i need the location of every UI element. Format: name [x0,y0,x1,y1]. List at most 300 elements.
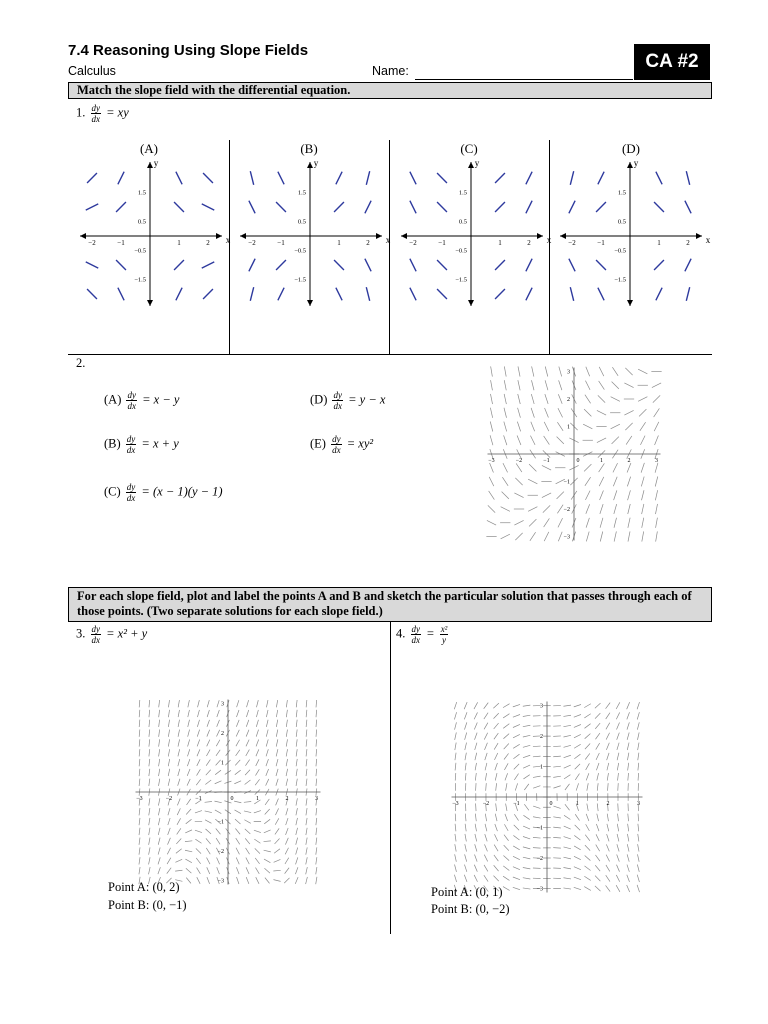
x-tick-label: −2 [165,796,173,802]
x-tick-label: −2 [568,239,576,247]
slope-segment [574,877,581,880]
slope-segment [523,857,530,859]
x-tick-label: 1 [498,239,502,247]
slope-segment [584,464,591,471]
slope-segment [188,720,190,727]
slope-segment [617,753,619,760]
slope-segment [523,715,531,716]
slope-segment [490,394,492,404]
question-4: 4. $\frac{dy}{dx}$ = $\frac{\text{x²}}{y}$ [396,624,448,645]
slope-segment [611,424,620,429]
slope-segment [628,773,629,781]
slope-segment [586,763,590,770]
slope-segment [159,749,160,756]
slope-segment [285,838,288,845]
slope-segment [638,773,639,781]
slope-segment [187,799,191,805]
slope-segment [254,811,261,813]
slope-segment [246,858,249,865]
slope-segment [627,854,629,861]
slope-segment [273,880,280,882]
slope-segment [617,824,618,831]
slope-segment [139,759,140,766]
slope-segment [276,739,278,746]
slope-segment [296,720,297,727]
slope-segment [485,834,487,841]
slope-segment [235,810,241,814]
slope-segment [306,867,308,874]
y-tick-label: −1.5 [294,276,306,284]
slope-segment [273,870,280,871]
slope-segment [599,463,605,472]
slope-segment [569,259,575,272]
slope-segment [187,769,190,776]
slope-segment [637,885,639,892]
slope-segment [306,818,307,825]
slope-segment [365,259,371,272]
slope-segment [564,765,571,768]
option-d[interactable]: (D) $\frac{dy}{dx}$ = y − x [310,390,386,411]
worksheet-title: 7.4 Reasoning Using Slope Fields [68,42,309,59]
slope-segment [465,814,466,822]
slope-segment [504,824,508,831]
slope-segment [286,710,287,717]
slope-segment [276,799,279,806]
slope-segment [542,465,551,470]
slope-segment [617,733,620,740]
slope-segment [206,770,211,775]
slope-segment [503,714,509,718]
slope-segment [526,201,532,214]
slope-segment [542,493,551,498]
slope-segment [513,846,520,850]
y-tick-label: 1.5 [137,189,146,197]
slope-segment [197,769,201,775]
slope-segment [306,828,307,835]
slope-segment [158,798,159,805]
slope-segment [523,745,530,747]
slope-segment [637,712,639,719]
slope-segment [316,700,317,707]
slope-segment [523,888,531,889]
slope-segment [484,875,488,881]
slope-segment [583,424,592,429]
slope-segment [654,260,664,270]
slope-segment [207,858,210,865]
slope-segment [306,857,308,864]
field-b-label: (B) [300,141,318,156]
slope-segment [564,775,570,779]
slope-segment [185,841,192,842]
slope-segment [168,710,169,717]
slope-segment [627,885,630,892]
x-axis-letter: x [385,235,391,245]
slope-segment [597,814,599,821]
slope-segment [410,172,416,185]
slope-segment [686,287,689,301]
slope-segment [256,700,258,707]
slope-segment [244,802,251,803]
slope-segment [286,779,288,786]
slope-segment [553,756,561,757]
slope-segment [638,397,647,402]
slope-segment [597,803,598,811]
slope-segment [286,828,289,835]
slope-segment [159,729,160,736]
slope-segment [563,878,571,879]
slope-segment [616,875,619,882]
slope-segment [494,834,497,841]
slope-segment [296,759,297,766]
slope-segment [306,729,307,736]
slope-segment [236,848,239,855]
slope-segment [316,867,317,874]
slope-segment [574,856,581,859]
x-arrow-icon [216,233,222,239]
slope-segment [586,773,589,780]
slope-segment [529,464,536,471]
slope-segment [205,820,211,824]
slope-segment [284,878,289,883]
slope-segment [531,422,535,432]
slope-segment [217,700,219,707]
slope-segment [526,288,532,301]
slope-segment [86,204,99,210]
slope-field-d [560,158,711,306]
slope-segment [514,774,518,780]
slope-segment [316,857,317,864]
slope-segment [306,739,307,746]
slope-segment [574,835,580,840]
slope-segment [455,722,457,729]
x-tick-label: −1 [438,239,446,247]
slope-segment [245,760,249,766]
slope-segment [606,855,609,862]
slope-segment [276,700,277,707]
slope-segment [196,779,200,785]
slope-segment [149,838,150,845]
slope-segment [175,870,182,871]
slope-segment [613,477,617,487]
slope-field-c [401,158,552,306]
slope-segment [574,867,581,870]
slope-segment [614,504,617,514]
slope-segment [513,877,520,880]
slope-segment [464,722,466,729]
slope-segment [455,844,456,851]
slope-segment [553,806,560,808]
slope-segment [637,722,639,729]
slope-segment [487,520,496,525]
slope-segment [158,847,160,854]
slope-segment [503,734,509,739]
slope-segment [178,739,180,746]
slope-segment [306,759,307,766]
assignment-badge: CA #2 [634,44,710,80]
y-tick-label: −3 [536,886,543,893]
slope-field-b [240,158,391,306]
slope-segment [285,858,289,864]
slope-segment [656,531,658,541]
slope-segment [316,818,317,825]
slope-segment [455,763,456,771]
course-label: Calculus [68,64,116,78]
slope-segment [465,753,466,760]
slope-segment [503,876,509,880]
slope-segment [597,438,606,443]
slope-segment [495,814,497,821]
slope-segment [607,834,609,841]
slope-segment [159,710,160,717]
slope-segment [606,743,609,750]
slope-segment [475,824,476,831]
slope-segment [159,720,160,727]
slope-segment [316,828,317,835]
slope-segment [139,867,140,874]
slope-segment [585,491,590,500]
slope-segment [206,848,210,854]
slope-segment [544,422,549,431]
slope-segment [474,702,478,709]
slope-segment [285,868,289,874]
slope-segment [642,518,644,528]
slope-segment [159,779,160,786]
y-tick-label: −3 [563,534,570,541]
slope-segment [275,838,280,843]
slope-segment [474,865,477,872]
slope-segment [515,783,517,790]
slope-segment [286,749,287,756]
slope-segment [574,754,580,759]
slope-segment [490,408,492,418]
origin-label: 0 [549,801,553,807]
slope-segment [564,755,571,757]
slope-segment [558,518,563,527]
slope-segment [246,740,249,747]
slope-segment [598,395,605,402]
slope-segment [494,845,498,852]
slope-segment [266,720,268,727]
slope-segment [455,834,456,842]
x-tick-label: 1 [337,239,341,247]
slope-segment [217,857,220,864]
slope-segment [316,838,317,845]
y-tick-label: 1.5 [297,189,306,197]
slope-segment [149,808,150,815]
slope-segment [559,380,562,390]
slope-segment [506,804,507,811]
slope-segment [624,383,633,388]
slope-segment [518,380,520,390]
slope-segment [177,828,181,834]
slope-segment [177,818,181,824]
slope-segment [618,773,619,781]
slope-segment [139,857,140,864]
slope-segment [188,700,190,707]
question-number: 1. [76,105,86,120]
slope-segment [296,808,298,815]
slope-segment [168,828,171,835]
slope-segment [544,518,550,527]
slope-segment [513,856,520,859]
slope-segment [656,172,662,185]
slope-segment [366,287,369,301]
slope-segment [168,730,169,737]
slope-segment [586,814,589,821]
slope-segment [475,763,476,770]
slope-segment [236,730,239,737]
slope-segment [606,713,610,719]
slope-segment [306,769,307,776]
slope-segment [276,730,278,737]
slope-segment [533,746,541,747]
option-e[interactable]: (E) $\frac{dy}{dx}$ = xy² [310,434,374,455]
option-b[interactable]: (B) $\frac{dy}{dx}$ = x + y [104,434,179,455]
slope-segment [504,744,509,750]
slope-segment [410,259,416,272]
slope-segment [474,854,477,861]
slope-segment [455,743,456,750]
y-tick-label: −2 [563,507,570,513]
slope-segment [493,876,498,881]
slope-segment [316,739,317,746]
slope-segment [504,366,506,376]
slope-segment [437,289,447,299]
slope-segment [600,518,603,528]
slope-segment [250,287,253,301]
slope-segment [641,490,644,500]
slope-segment [207,710,209,717]
slope-segment [624,410,633,415]
slope-segment [306,700,307,707]
slope-segment [495,289,505,299]
slope-segment [245,780,251,784]
slope-segment [286,730,287,737]
slope-segment [256,710,258,717]
slope-segment [495,260,505,270]
slope-segment [553,776,561,777]
slope-segment [168,808,170,815]
slope-segment [600,531,603,541]
slope-segment [196,848,201,853]
slope-segment [585,381,590,390]
slope-segment [494,855,498,861]
y-tick-label: −1.5 [134,276,146,284]
slope-segment [523,755,530,757]
slope-segment [465,743,467,750]
slope-segment [185,859,191,863]
slope-segment [216,829,221,835]
slope-segment [553,827,561,828]
slope-segment [523,775,529,779]
y-tick-label: 3 [567,369,570,376]
equation-rhs: = xy [106,105,129,120]
slope-segment [596,260,606,270]
slope-segment [628,814,629,822]
slope-segment [178,759,180,766]
slope-segment [203,173,213,183]
slope-segment [570,171,573,185]
q4-point-b: Point B: (0, −2) [431,902,510,916]
slope-segment [574,725,581,728]
slope-segment [502,477,508,486]
slope-segment [584,887,591,891]
slope-segment [642,531,644,541]
slope-segment [266,739,268,746]
slope-segment [206,829,212,834]
y-arrow-icon [627,300,633,306]
y-arrow-icon [307,162,313,168]
slope-segment [159,700,160,707]
slope-segment [266,769,269,776]
option-c[interactable]: (C) $\frac{dy}{dx}$ = (x − 1)(y − 1) [104,482,223,503]
slope-segment [306,808,307,815]
slope-segment [295,867,298,874]
y-tick-label: −0.5 [294,247,306,255]
option-a[interactable]: (A) $\frac{dy}{dx}$ = x − y [104,390,180,411]
slope-segment [501,507,510,512]
slope-segment [585,856,591,861]
slope-segment [553,786,560,788]
slope-segment [595,855,599,861]
slope-segment [494,733,498,739]
slope-segment [533,786,540,788]
slope-segment [455,773,456,781]
slope-segment [655,476,658,486]
slope-segment [613,463,618,472]
slope-segment [617,854,620,861]
slope-segment [139,847,140,854]
slope-segment [139,729,140,736]
slope-segment [118,172,124,185]
slope-segment [533,776,541,777]
slope-segment [236,710,239,717]
slope-segment [559,367,562,377]
slope-segment [236,838,240,844]
slope-segment [557,492,564,499]
slope-segment [149,798,150,805]
slope-segment [187,779,190,786]
slope-segment [515,533,522,540]
slope-segment [217,867,220,874]
slope-segment [504,835,509,841]
slope-segment [638,814,639,822]
slope-segment [564,857,571,859]
slope-segment [255,769,259,775]
slope-segment [167,858,171,864]
slope-segment [533,806,540,808]
slope-segment [641,463,644,473]
slope-segment [504,408,507,418]
slope-segment [139,838,140,845]
slope-segment [306,838,307,845]
slope-segment [475,814,476,822]
x-tick-label: 2 [627,458,631,464]
slope-segment [264,819,270,823]
slope-segment [266,730,268,737]
y-tick-label: 1 [540,764,543,771]
slope-segment [563,705,571,706]
slope-segment [234,801,241,803]
slope-segment [612,437,619,444]
slope-field-q4 [452,702,643,893]
slope-segment [489,477,494,486]
slope-segment [596,753,599,760]
slope-segment [464,712,467,719]
slope-segment [638,743,639,750]
slope-segment [564,735,571,737]
slope-segment [176,172,182,185]
